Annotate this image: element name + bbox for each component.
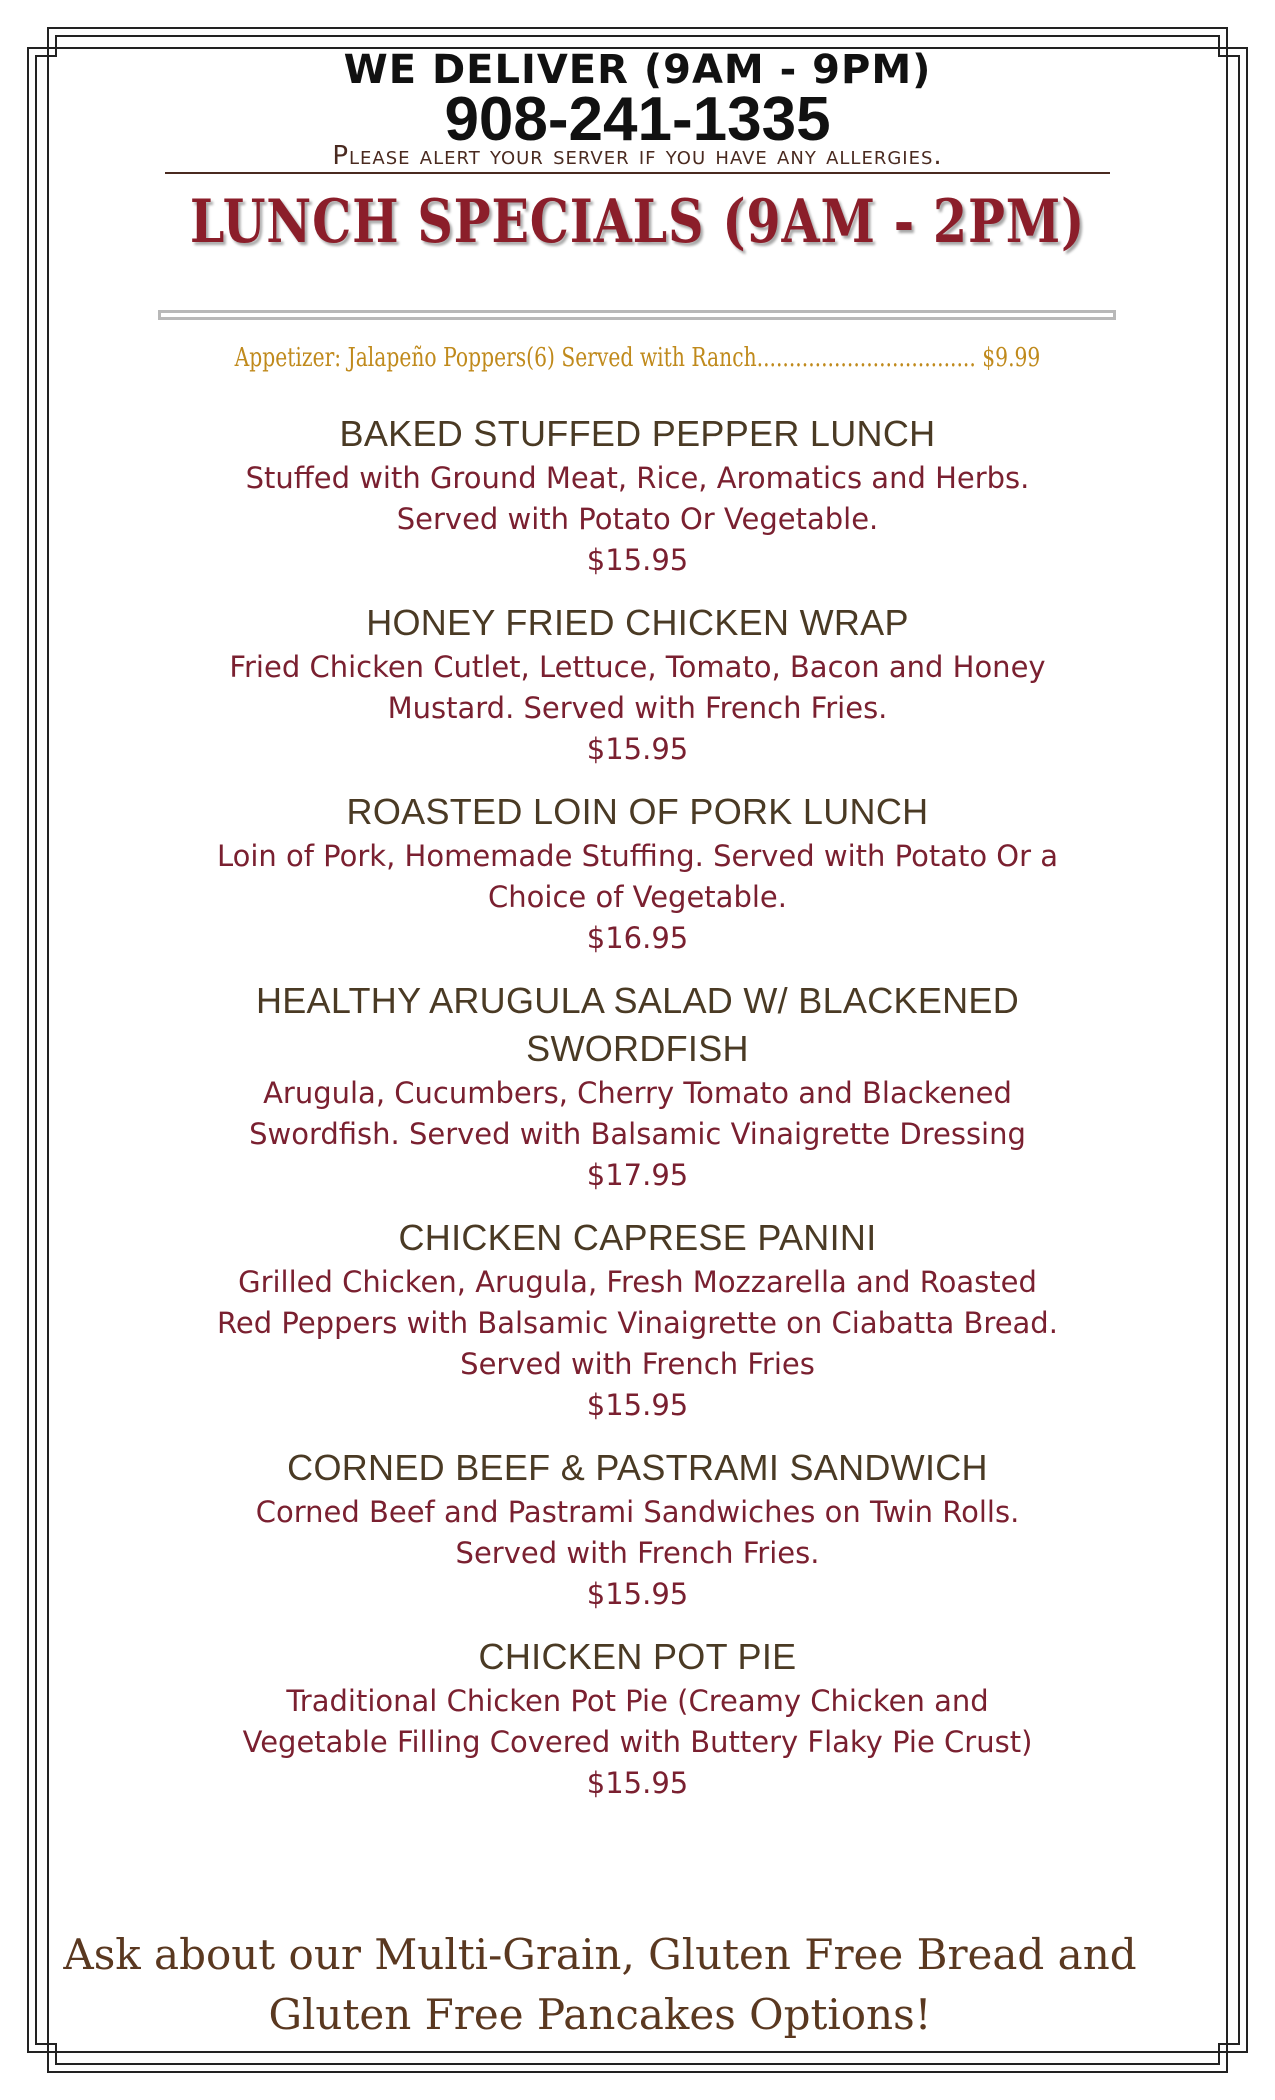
- menu-item: [150, 977, 1125, 1196]
- item-description: [150, 1492, 1125, 1574]
- menu-item: [150, 599, 1125, 770]
- item-description-line: Loin of Pork, Homemade Stuffing. Served with Potato Or a: [216, 839, 1059, 873]
- item-name: CHICKEN CAPRESE PANINI: [398, 1217, 877, 1258]
- appetizer-leader: ..................................: [756, 343, 976, 373]
- item-description-line: Vegetable Filling Covered with Buttery Flaky Pie Crust): [242, 1725, 1033, 1759]
- menu-list: [150, 410, 1125, 1822]
- item-description-line: Corned Beef and Pastrami Sandwiches on Twin Rolls.: [255, 1495, 1020, 1529]
- item-name: ROASTED LOIN OF PORK LUNCH: [346, 791, 929, 832]
- menu-item: [150, 410, 1125, 581]
- item-description: [150, 1681, 1125, 1763]
- item-price: $15.95: [586, 1577, 689, 1611]
- item-price: $15.95: [586, 543, 689, 577]
- item-description: [150, 836, 1125, 918]
- item-description-line: Red Peppers with Balsamic Vinaigrette on Ciabatta Bread.: [217, 1306, 1058, 1340]
- item-price: $15.95: [586, 1766, 689, 1800]
- item-name: CHICKEN POT PIE: [478, 1636, 797, 1677]
- item-description: [150, 647, 1125, 729]
- item-name: CORNED BEEF & PASTRAMI SANDWICH: [287, 1447, 988, 1488]
- item-description: [150, 1262, 1125, 1385]
- menu-item: [150, 1444, 1125, 1615]
- item-name: BAKED STUFFED PEPPER LUNCH: [339, 413, 936, 454]
- footer-note: [60, 1925, 1140, 2045]
- item-description-line: Served with French Fries.: [455, 1536, 820, 1570]
- item-description-line: Swordfish. Served with Balsamic Vinaigrette Dressing: [249, 1117, 1026, 1151]
- item-name: HEALTHY ARUGULA SALAD W/ BLACKENED SWORDFISH: [255, 980, 1020, 1069]
- item-description-line: Traditional Chicken Pot Pie (Creamy Chicken and: [286, 1684, 989, 1718]
- item-description-line: Served with Potato Or Vegetable.: [396, 502, 879, 536]
- delivery-hours: WE DELIVER (9AM - 9PM): [343, 47, 932, 93]
- menu-item: [150, 1633, 1125, 1804]
- phone-number[interactable]: 908-241-1335: [444, 85, 831, 154]
- item-description-line: Served with French Fries: [460, 1347, 815, 1381]
- item-description-line: Grilled Chicken, Arugula, Fresh Mozzarella and Roasted: [238, 1265, 1037, 1299]
- item-name: HONEY FRIED CHICKEN WRAP: [366, 602, 909, 643]
- item-description-line: Fried Chicken Cutlet, Lettuce, Tomato, Bacon and Honey: [229, 650, 1046, 684]
- allergy-notice: Please alert your server if you have any allergies.: [165, 140, 1110, 174]
- item-price: $15.95: [586, 732, 689, 766]
- item-price: $16.95: [586, 921, 689, 955]
- item-description-line: Arugula, Cucumbers, Cherry Tomato and Blackened: [263, 1076, 1012, 1110]
- menu-item: [150, 1214, 1125, 1426]
- appetizer-price: $9.99: [982, 343, 1041, 373]
- item-description-line: Stuffed with Ground Meat, Rice, Aromatics and Herbs.: [245, 461, 1030, 495]
- appetizer-line: [140, 338, 1135, 378]
- appetizer-label: Appetizer: Jalapeño Poppers(6) Served with Ranch: [234, 343, 757, 373]
- item-price: $15.95: [586, 1388, 689, 1422]
- item-price: $17.95: [586, 1158, 689, 1192]
- footer-line: Gluten Free Pancakes Options!: [268, 1990, 932, 2039]
- page-title: LUNCH SPECIALS (9AM - 2PM): [189, 187, 1086, 257]
- divider: [158, 310, 1116, 320]
- item-description-line: Choice of Vegetable.: [488, 880, 787, 914]
- item-description: [150, 1073, 1125, 1155]
- item-description: [150, 458, 1125, 540]
- item-description-line: Mustard. Served with French Fries.: [387, 691, 888, 725]
- footer-line: Ask about our Multi-Grain, Gluten Free Bread and: [63, 1930, 1137, 1979]
- menu-item: [150, 788, 1125, 959]
